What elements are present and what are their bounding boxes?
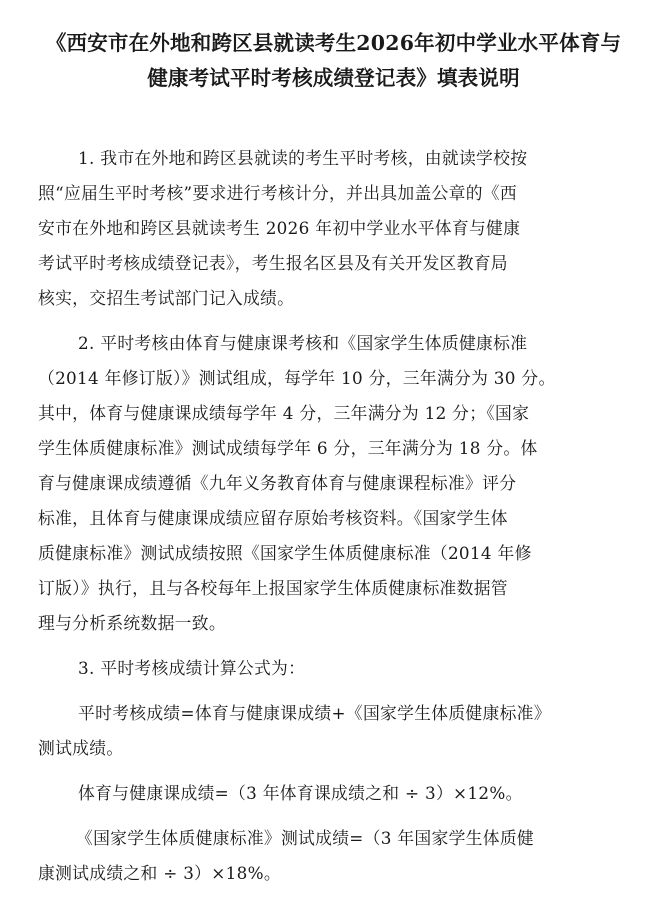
paragraph-line: 1. 我市在外地和跨区县就读的考生平时考核，由就读学校按	[78, 148, 528, 168]
formula-line: 测试成绩。	[38, 738, 124, 758]
document-title-line-1: 《西安市在外地和跨区县就读考生2026年初中学业水平体育与	[45, 31, 622, 55]
paragraph-line: 订版）》执行，且与各校每年上报国家学生体质健康标准数据管	[38, 578, 508, 598]
paragraph-line: 考试平时考核成绩登记表》，考生报名区县及有关开发区教育局	[38, 253, 508, 273]
paragraph-line: 安市在外地和跨区县就读考生 2026 年初中学业水平体育与健康	[38, 218, 521, 238]
paragraph-line: 学生体质健康标准》测试成绩每学年 6 分，三年满分为 18 分。体	[38, 438, 538, 458]
paragraph-line: 标准，且体育与健康课成绩应留存原始考核资料。《国家学生体	[38, 508, 508, 528]
formula-line: 体育与健康课成绩=（3 年体育课成绩之和 ÷ 3）×12%。	[78, 783, 523, 803]
paragraph-line: 3. 平时考核成绩计算公式为：	[78, 658, 306, 678]
paragraph-line: 质健康标准》测试成绩按照《国家学生体质健康标准（2014 年修	[38, 543, 532, 563]
document-title-line-2: 健康考试平时考核成绩登记表》填表说明	[147, 66, 520, 90]
paragraph-line: 照“应届生平时考核”要求进行考核计分，并出具加盖公章的《西	[38, 183, 517, 203]
paragraph-line: 其中，体育与健康课成绩每学年 4 分，三年满分为 12 分；《国家	[38, 403, 530, 423]
paragraph-line: （2014 年修订版）》测试组成，每学年 10 分，三年满分为 30 分。	[38, 368, 556, 388]
formula-line: 康测试成绩之和 ÷ 3）×18%。	[38, 863, 281, 883]
formula-line: 平时考核成绩=体育与健康课成绩+《国家学生体质健康标准》	[78, 703, 551, 723]
formula-line: 《国家学生体质健康标准》测试成绩=（3 年国家学生体质健	[76, 828, 535, 848]
paragraph-line: 核实，交招生考试部门记入成绩。	[38, 288, 295, 308]
paragraph-line: 理与分析系统数据一致。	[38, 613, 226, 633]
paragraph-line: 育与健康课成绩遵循《九年义务教育体育与健康课程标准》评分	[38, 473, 517, 493]
paragraph-line: 2. 平时考核由体育与健康课考核和《国家学生体质健康标准	[78, 333, 528, 353]
